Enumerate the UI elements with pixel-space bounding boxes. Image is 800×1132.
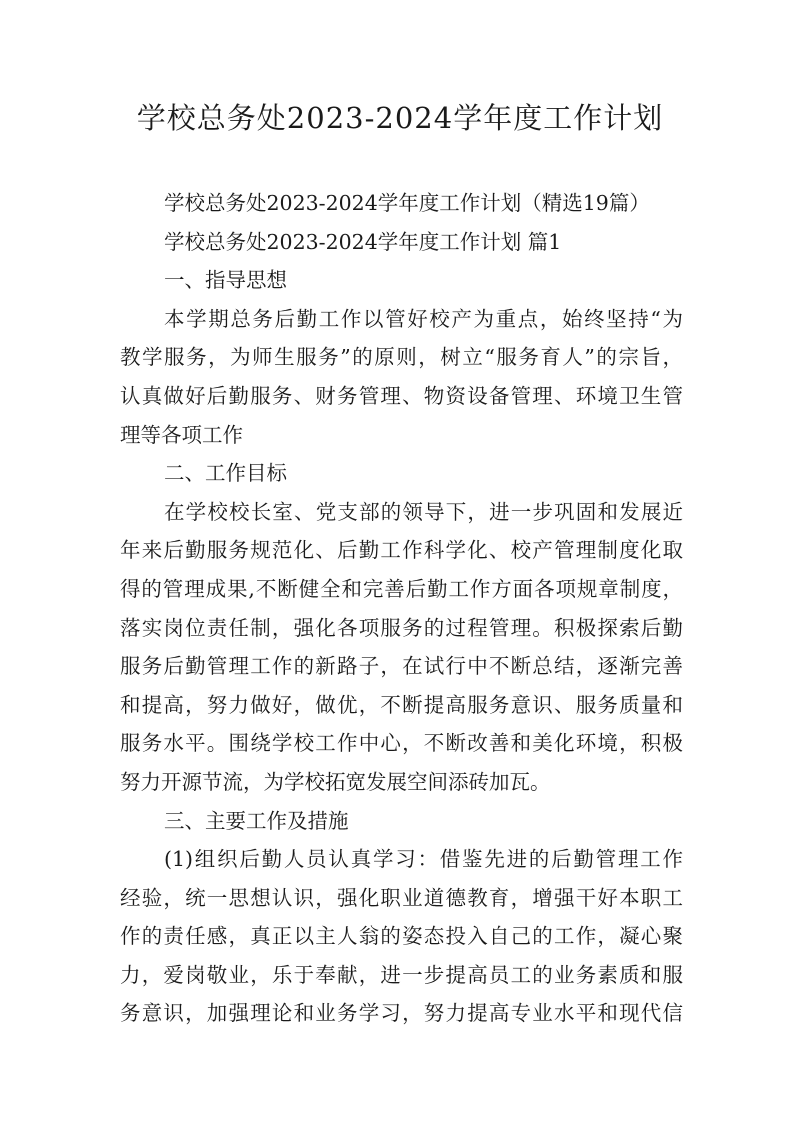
document-subtitle: 学校总务处2023-2024学年度工作计划（精选19篇） (164, 191, 650, 215)
document-title: 学校总务处2023-2024学年度工作计划 (136, 101, 664, 135)
paragraph-line: 和提高，努力做好，做优，不断提高服务意识、服务质量和 (120, 692, 683, 717)
paragraph-line: 落实岗位责任制，强化各项服务的过程管理。积极探索后勤 (120, 615, 683, 640)
section-heading-3: 三、主要工作及措施 (164, 808, 349, 833)
paragraph-line: 本学期总务后勤工作以管好校产为重点，始终坚持“为 (164, 306, 683, 331)
paragraph-line: 务意识，加强理论和业务学习，努力提高专业水平和现代信 (120, 1001, 683, 1026)
document-body (120, 184, 683, 1033)
paragraph-line: (1)组织后勤人员认真学习：借鉴先进的后勤管理工作 (164, 847, 683, 872)
paragraph-line: 服务水平。围绕学校工作中心，不断改善和美化环境，积极 (120, 731, 683, 756)
paragraph-line: 得的管理成果,不断健全和完善后勤工作方面各项规章制度， (120, 576, 683, 601)
paragraph-line: 年来后勤服务规范化、后勤工作科学化、校产管理制度化取 (120, 538, 683, 563)
paragraph-line: 理等各项工作 (120, 422, 243, 447)
paragraph-line: 服务后勤管理工作的新路子，在试行中不断总结，逐渐完善 (120, 654, 683, 679)
paragraph-line: 作的责任感，真正以主人翁的姿态投入自己的工作，凝心聚 (120, 924, 683, 949)
section-heading-2: 二、工作目标 (164, 461, 287, 486)
paragraph-line: 努力开源节流，为学校拓宽发展空间添砖加瓦。 (120, 769, 551, 794)
paragraph-line: 教学服务，为师生服务”的原则，树立“服务育人”的宗旨， (120, 345, 683, 370)
paragraph-line: 经验，统一思想认识，强化职业道德教育，增强干好本职工 (120, 885, 683, 910)
section-heading-1: 一、指导思想 (164, 268, 287, 293)
section-heading-article-1: 学校总务处2023-2024学年度工作计划 篇1 (164, 229, 562, 254)
paragraph-line: 认真做好后勤服务、财务管理、物资设备管理、环境卫生管 (120, 383, 683, 408)
paragraph-line: 力，爱岗敬业，乐于奉献，进一步提高员工的业务素质和服 (120, 962, 683, 987)
paragraph-line: 在学校校长室、党支部的领导下，进一步巩固和发展近 (164, 499, 683, 524)
